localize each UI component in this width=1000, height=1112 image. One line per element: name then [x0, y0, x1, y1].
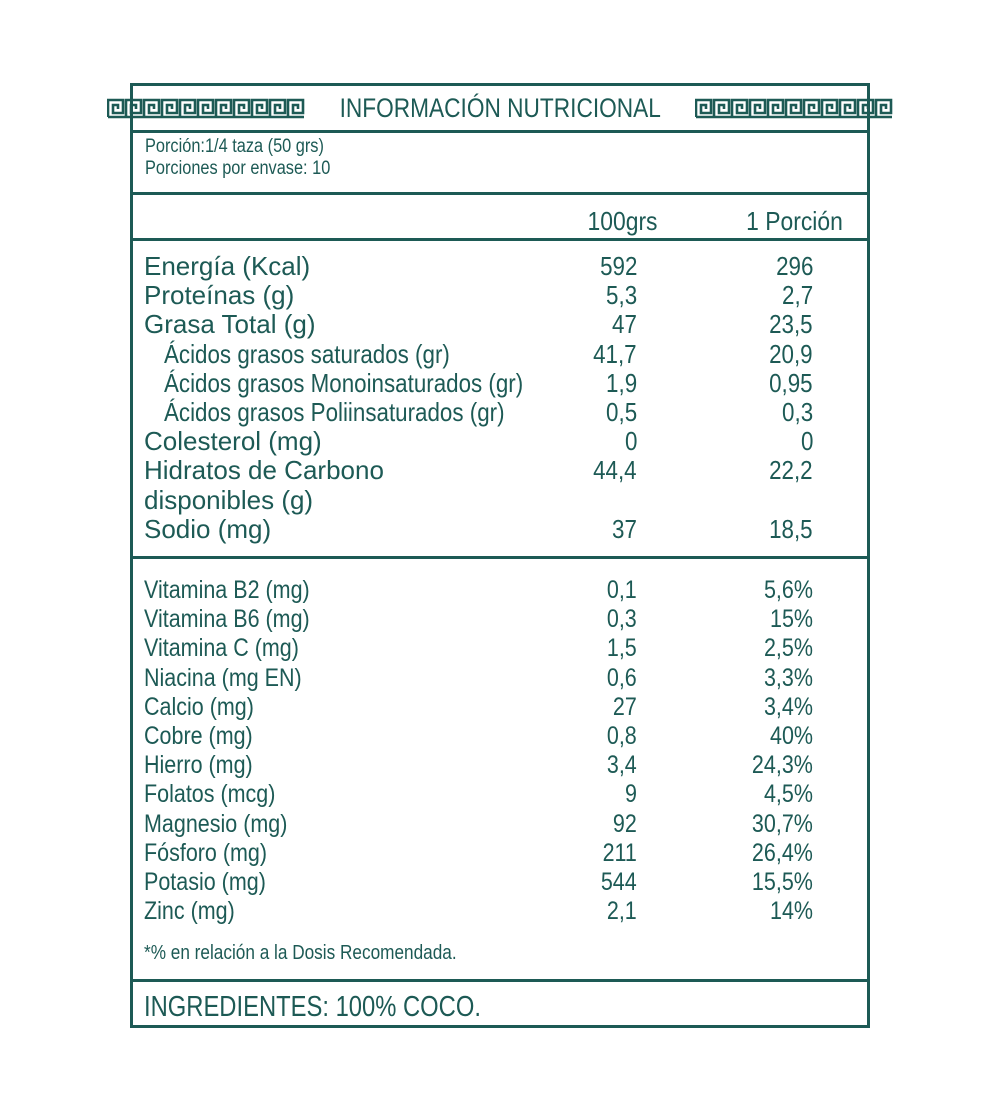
table-row — [133, 839, 867, 868]
value-per-portion: 0,3 — [781, 397, 813, 427]
table-row — [133, 369, 867, 398]
panel-title: INFORMACIÓN NUTRICIONAL — [339, 93, 661, 123]
value-per-portion: 30,7% — [752, 809, 813, 838]
greek-key-border-left-icon — [107, 97, 305, 119]
value-per-100g: 211 — [602, 838, 637, 867]
table-row — [133, 427, 867, 456]
title-row — [133, 86, 867, 130]
table-row — [133, 897, 867, 926]
nutrient-label: Hierro (mg) — [144, 751, 253, 780]
value-per-portion: 2,5% — [763, 634, 813, 663]
servings-per-container: Porciones por envase: 10 — [145, 158, 331, 179]
value-per-portion: 3,4% — [763, 692, 813, 721]
value-per-100g: 592 — [599, 251, 637, 281]
value-per-100g: 0,8 — [607, 722, 637, 750]
divider — [133, 130, 867, 133]
footnote: *% en relación a la Dosis Recomendada. — [144, 942, 457, 964]
portion-info — [133, 136, 867, 192]
value-per-portion: 3,3% — [763, 663, 813, 692]
greek-key-border-right-icon — [695, 97, 893, 119]
nutrient-label: disponibles (g) — [144, 484, 314, 515]
table-row — [133, 722, 867, 751]
table-row — [133, 515, 867, 544]
portion-size: Porción:1/4 taza (50 grs) — [145, 136, 324, 157]
nutrient-label: Calcio (mg) — [144, 692, 254, 721]
value-per-portion: 296 — [775, 251, 813, 281]
table-row — [133, 252, 867, 281]
value-per-portion: 24,3% — [752, 751, 813, 780]
table-row — [133, 693, 867, 722]
nutrient-label: Sodio (mg) — [144, 513, 272, 544]
table-row — [133, 810, 867, 839]
value-per-100g: 0,5 — [605, 397, 637, 427]
table-row — [133, 868, 867, 897]
value-per-portion: 22,2 — [769, 455, 813, 486]
value-per-100g: 92 — [613, 809, 637, 838]
value-per-100g: 5,3 — [605, 280, 637, 311]
table-row — [133, 751, 867, 780]
value-per-100g: 0,3 — [607, 605, 637, 634]
value-per-100g: 3,4 — [607, 751, 637, 780]
table-row — [133, 634, 867, 663]
value-per-portion: 14% — [769, 897, 813, 926]
value-per-100g: 0 — [624, 426, 637, 457]
table-row — [133, 398, 867, 427]
table-row — [133, 780, 867, 809]
column-header-portion: 1 Porción — [746, 206, 843, 236]
nutrient-label: Folatos (mcg) — [144, 780, 276, 809]
table-row — [133, 281, 867, 310]
nutrient-label: Zinc (mg) — [144, 897, 235, 926]
nutrient-label: Vitamina B2 (mg) — [144, 576, 310, 604]
table-row — [133, 340, 867, 369]
value-per-100g: 27 — [613, 692, 637, 721]
nutrient-label: Energía (Kcal) — [144, 251, 311, 281]
value-per-100g: 44,4 — [593, 455, 637, 486]
value-per-100g: 1,9 — [605, 367, 637, 398]
value-per-portion: 15,5% — [752, 868, 813, 896]
divider — [133, 238, 867, 241]
value-per-portion: 2,7 — [781, 280, 813, 311]
value-per-100g: 37 — [612, 513, 637, 544]
column-headers — [133, 198, 867, 238]
nutrient-label: Hidratos de Carbono — [144, 455, 384, 486]
nutrient-label: Ácidos grasos Poliinsaturados (gr) — [164, 397, 505, 427]
value-per-portion: 5,6% — [763, 576, 813, 604]
value-per-100g: 0,6 — [607, 663, 637, 692]
value-per-portion: 0,95 — [769, 367, 813, 398]
nutrient-label: Vitamina B6 (mg) — [144, 605, 310, 634]
value-per-portion: 40% — [769, 722, 813, 750]
nutrient-label: Magnesio (mg) — [144, 809, 288, 838]
divider — [133, 979, 867, 982]
divider — [133, 556, 867, 559]
table-row — [133, 576, 867, 605]
nutrient-label: Ácidos grasos Monoinsaturados (gr) — [164, 367, 524, 398]
table-row — [133, 310, 867, 339]
table-row — [133, 605, 867, 634]
table-row — [133, 486, 867, 515]
value-per-100g: 9 — [625, 780, 637, 809]
nutrient-label: Ácidos grasos saturados (gr) — [164, 338, 450, 369]
value-per-100g: 544 — [601, 868, 637, 896]
value-per-100g: 2,1 — [607, 897, 637, 926]
value-per-100g: 1,5 — [607, 634, 637, 663]
nutrient-label: Fósforo (mg) — [144, 838, 268, 867]
value-per-100g: 41,7 — [593, 338, 637, 369]
nutrient-label: Colesterol (mg) — [144, 426, 322, 457]
table-row — [133, 664, 867, 693]
nutrient-label: Niacina (mg EN) — [144, 663, 302, 692]
column-header-100g: 100grs — [587, 206, 657, 236]
value-per-portion: 26,4% — [752, 838, 813, 867]
value-per-portion: 20,9 — [769, 338, 813, 369]
value-per-portion: 23,5 — [769, 309, 813, 340]
ingredients: INGREDIENTES: 100% COCO. — [144, 991, 481, 1023]
nutrition-facts-panel — [130, 83, 870, 1028]
value-per-portion: 15% — [769, 605, 813, 634]
value-per-100g: 0,1 — [607, 576, 637, 604]
nutrient-label: Grasa Total (g) — [144, 309, 316, 340]
nutrient-label: Vitamina C (mg) — [144, 634, 299, 663]
value-per-portion: 0 — [800, 426, 813, 457]
table-row — [133, 456, 867, 485]
nutrient-label: Potasio (mg) — [144, 868, 266, 896]
value-per-portion: 4,5% — [763, 780, 813, 809]
nutrient-label: Cobre (mg) — [144, 722, 253, 750]
divider — [133, 192, 867, 195]
value-per-100g: 47 — [612, 309, 637, 340]
value-per-portion: 18,5 — [769, 513, 813, 544]
nutrient-label: Proteínas (g) — [144, 280, 295, 311]
